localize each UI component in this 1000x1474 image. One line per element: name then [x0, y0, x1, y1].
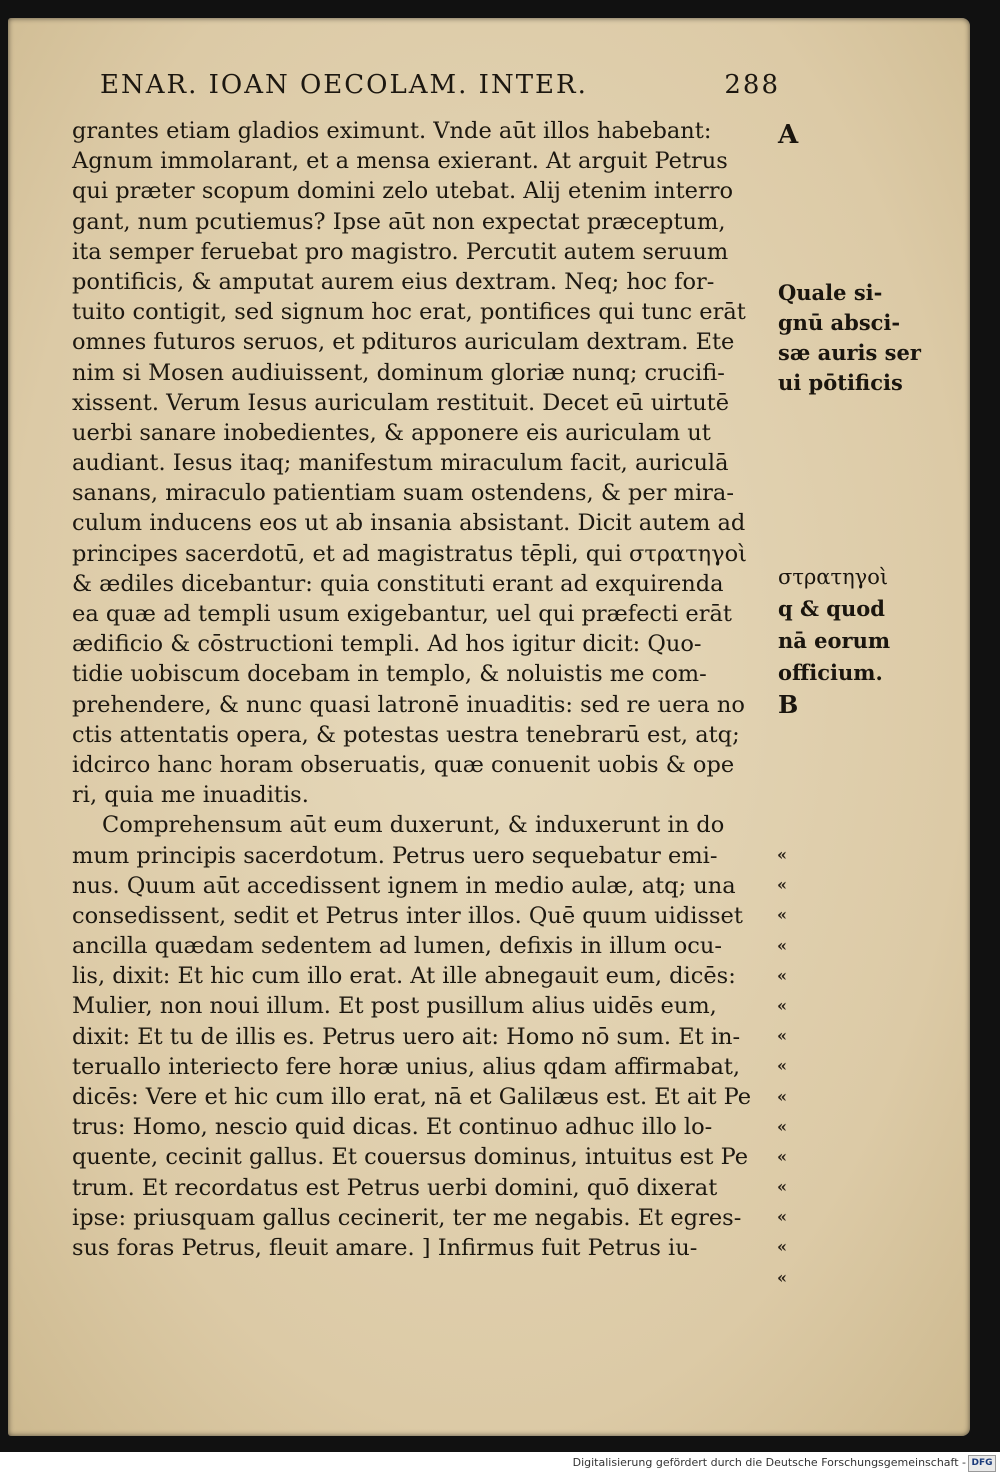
quote-marker: «: [777, 1267, 787, 1287]
text-line-content: ctis attentatis opera, & potestas uestra tenebrarū est, atq;: [72, 721, 740, 748]
text-line: [72, 418, 772, 448]
quote-marker: «: [777, 1146, 787, 1166]
text-line: [72, 1112, 772, 1142]
text-line-content: culum inducens eos ut ab insania absistant. Dicit autem ad: [72, 510, 746, 537]
text-line: [72, 297, 772, 327]
text-line: [72, 539, 772, 569]
margin-note-line: στρατηγοὶ: [778, 565, 889, 589]
text-line-content: nus. Quum aūt accedissent ignem in medio aulæ, atq; una: [72, 872, 736, 899]
quote-marker: «: [777, 1116, 787, 1136]
footer-bar: [0, 1452, 1000, 1474]
text-line-content: consedissent, sedit et Petrus inter illos. Quē quum uidisset: [72, 902, 743, 929]
text-line: [72, 237, 772, 267]
text-line-content: nim si Mosen audiuissent, dominum gloriæ nunq; crucifi-: [72, 359, 725, 386]
text-line: [72, 750, 772, 780]
text-line: [72, 146, 772, 176]
text-line-content: omnes futuros seruos, et pdituros auriculam dextram. Ete: [72, 329, 735, 356]
text-line: [72, 599, 772, 629]
text-line: [72, 720, 772, 750]
text-line-content: Mulier, non noui illum. Et post pusillum alius uidēs eum,: [72, 993, 717, 1020]
text-line-content: uerbi sanare inobedientes, & apponere eis auriculam ut: [72, 419, 711, 446]
text-line-content: principes sacerdotū, et ad magistratus tēpli, qui στρατηγοὶ: [72, 540, 747, 567]
text-line: [72, 358, 772, 388]
text-line-content: ædificio & cōstructioni templi. Ad hos igitur dicit: Quo-: [72, 631, 702, 658]
text-line-content: trum. Et recordatus est Petrus uerbi domini, quō dixerat: [72, 1174, 718, 1201]
text-line-content: sanans, miraculo patientiam suam ostendens, & per mira-: [72, 480, 734, 507]
text-line-content: sus foras Petrus, fleuit amare. ] Infirmus fuit Petrus iu-: [72, 1234, 698, 1261]
text-line: [72, 780, 772, 810]
text-line: [72, 1173, 772, 1203]
text-line-content: tuito contigit, sed signum hoc erat, pontifices qui tunc erāt: [72, 299, 746, 326]
text-line-content: audiant. Iesus itaq; manifestum miraculum facit, auriculā: [72, 450, 729, 477]
text-line-content: ancilla quædam sedentem ad lumen, defixis in illum ocu-: [72, 933, 722, 960]
text-line-content: Agnum immolarant, et a mensa exierant. At arguit Petrus: [72, 148, 728, 175]
text-line-content: ri, quia me inuaditis.: [72, 782, 309, 809]
text-line: [72, 931, 772, 961]
quote-marker: «: [777, 1207, 787, 1227]
text-line: [72, 961, 772, 991]
text-line: [72, 991, 772, 1021]
text-line: [72, 116, 772, 146]
margin-note-line: officium.: [778, 660, 883, 685]
text-line: [72, 690, 772, 720]
quote-marker: «: [777, 1026, 787, 1046]
text-line-content: quente, cecinit gallus. Et couersus dominus, intuitus est Pe: [72, 1144, 749, 1171]
margin-note-line: Quale si-: [778, 280, 883, 305]
text-line: [72, 629, 772, 659]
text-line-content: prehendere, & nunc quasi latronē inuaditis: sed re uera no: [72, 691, 745, 718]
text-line: [72, 901, 772, 931]
text-line-content: trus: Homo, nescio quid dicas. Et continuo adhuc illo lo-: [72, 1114, 713, 1141]
quote-marker: «: [777, 935, 787, 955]
quote-marker: «: [777, 1237, 787, 1257]
running-head: [100, 70, 780, 100]
margin-letter-b: B: [778, 690, 799, 719]
digitization-credit: Digitalisierung gefördert durch die Deutsche Forschungsgemeinschaft -: [572, 1456, 966, 1469]
text-line-content: teruallo interiecto fere horæ unius, alius qdam affirmabat,: [72, 1053, 741, 1080]
text-line-content: grantes etiam gladios eximunt. Vnde aūt illos habebant:: [72, 118, 712, 144]
quote-marks-column: [770, 840, 794, 1293]
text-line: [72, 1142, 772, 1172]
quote-marker: «: [777, 875, 787, 895]
text-line: [72, 810, 772, 840]
margin-note-line: nā eorum: [778, 628, 891, 653]
page-number: 288: [724, 70, 780, 100]
text-line: [72, 327, 772, 357]
text-line-content: tidie uobiscum docebam in templo, & noluistis me com-: [72, 661, 707, 688]
text-line-content: ea quæ ad templi usum exigebantur, uel qui præfecti erāt: [72, 601, 732, 627]
margin-note-line: ui pōtificis: [778, 370, 903, 395]
running-head-title: ENAR. IOAN OECOLAM. INTER.: [100, 70, 588, 100]
quote-marker: «: [777, 1056, 787, 1076]
text-line: [72, 207, 772, 237]
dfg-logo: DFG: [968, 1455, 996, 1472]
text-line: [72, 267, 772, 297]
margin-note-line: sæ auris ser: [778, 340, 921, 365]
text-line-content: dixit: Et tu de illis es. Petrus uero ait: Homo nō sum. Et in-: [72, 1023, 741, 1050]
quote-marker: «: [777, 965, 787, 985]
text-line: [72, 1233, 772, 1263]
text-line-content: ita semper feruebat pro magistro. Percutit autem seruum: [72, 238, 729, 265]
text-line-content: pontificis, & amputat aurem eius dextram. Neq; hoc for-: [72, 268, 715, 295]
text-line: [72, 871, 772, 901]
text-line: [72, 841, 772, 871]
text-line: [72, 1022, 772, 1052]
text-line-content: idcirco hanc horam obseruatis, quæ conuenit uobis & ope: [72, 751, 735, 778]
text-line: [72, 1082, 772, 1112]
quote-marker: «: [777, 995, 787, 1015]
text-line: [72, 176, 772, 206]
text-line-content: ipse: priusquam gallus cecinerit, ter me negabis. Et egres-: [72, 1204, 742, 1231]
text-line-content: qui præter scopum domini zelo utebat. Alij etenim interro: [72, 178, 734, 205]
text-line: [72, 478, 772, 508]
margin-note-line: q & quod: [778, 596, 885, 621]
text-line: [72, 569, 772, 599]
text-line-content: Comprehensum aūt eum duxerunt, & induxerunt in do: [102, 812, 725, 839]
text-line: [72, 448, 772, 478]
text-line: [72, 508, 772, 538]
quote-marker: «: [777, 1177, 787, 1197]
text-line-content: dicēs: Vere et hic cum illo erat, nā et Galilæus est. Et ait Pe: [72, 1084, 752, 1110]
margin-letter-a: A: [778, 120, 799, 150]
margin-note-line: gnū absci-: [778, 310, 901, 335]
text-line-content: lis, dixit: Et hic cum illo erat. At ille abnegauit eum, dicēs:: [72, 963, 736, 990]
quote-marker: «: [777, 845, 787, 864]
main-text-block: [72, 116, 772, 1263]
text-line-content: gant, num pcutiemus? Ipse aūt non expectat præceptum,: [72, 208, 726, 235]
text-line-content: & ædiles dicebantur: quia constituti erant ad exquirenda: [72, 570, 724, 597]
text-line: [72, 659, 772, 689]
text-line: [72, 1052, 772, 1082]
text-line: [72, 388, 772, 418]
text-line-content: mum principis sacerdotum. Petrus uero sequebatur emi-: [72, 842, 718, 869]
text-line: [72, 1203, 772, 1233]
quote-marker: «: [777, 1086, 787, 1106]
text-line-content: xissent. Verum Iesus auriculam restituit. Decet eū uirtutē: [72, 389, 730, 416]
quote-marker: «: [777, 905, 787, 925]
